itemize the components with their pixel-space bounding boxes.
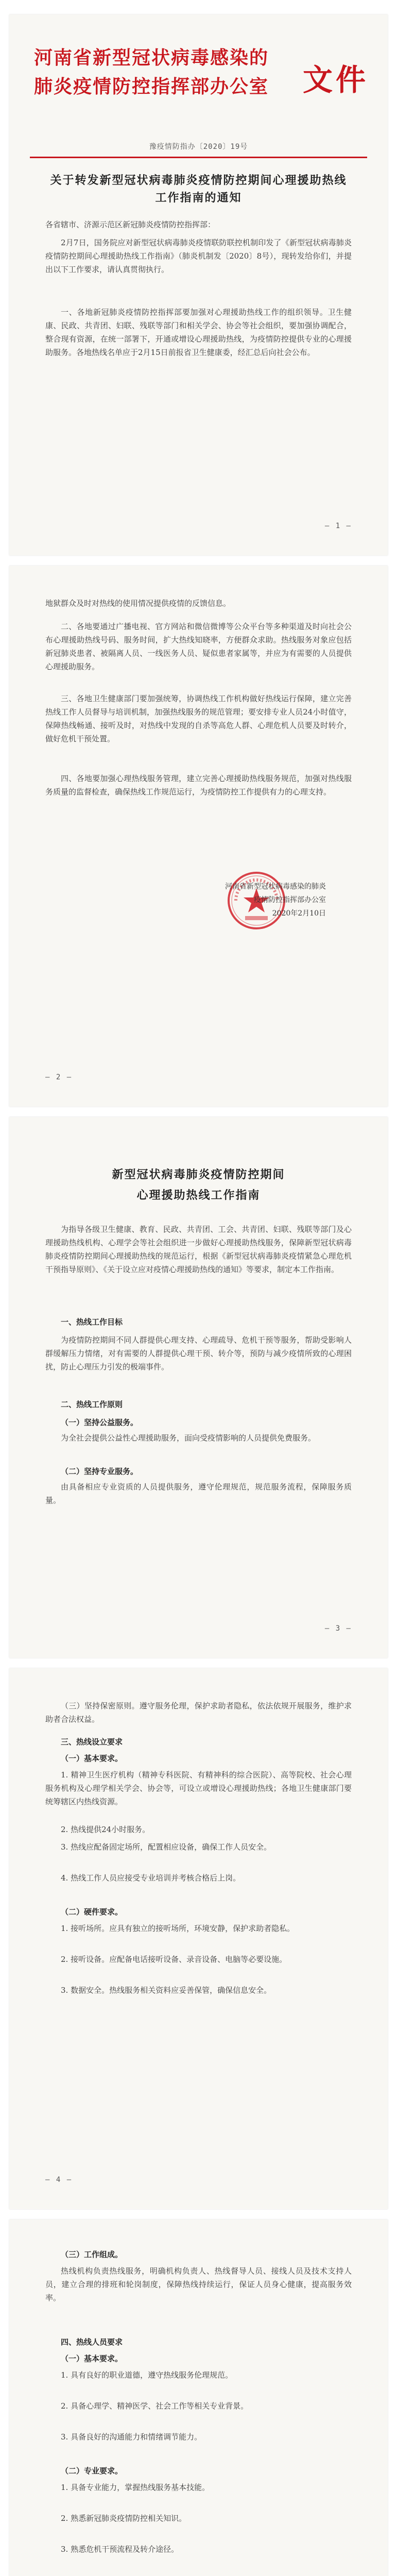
document-page-3 (9, 1117, 388, 1658)
page-number: — 2 — (45, 1073, 73, 1081)
signature-block (225, 880, 326, 920)
body-paragraph: 热线机构负责热线服务，明确机构负责人、热线督导人员、接线人员及技术支持人员，建立合理的排班和轮岗制度，保障热线持续运行，保证人员身心健康，提高服务效率。 (45, 2266, 352, 2302)
issuing-org-line2: 肺炎疫情防控指挥部办公室 (34, 76, 269, 97)
document-page-5 (9, 2219, 388, 2576)
body-paragraph: 四、各地要加强心理热线服务管理，建立完善心理援助热线服务规范，加强对热线服务质量的监督检查，确保热线工作规范运行，为疫情防控工作提供有力的心理支持。 (45, 774, 352, 796)
subsection-heading: （一）基本要求。 (61, 2354, 123, 2363)
subsection-heading: （二）硬件要求。 (61, 1907, 123, 1917)
body-paragraph: 为疫情防控期间不同人群提供心理支持、心理疏导、危机干预等服务，帮助受影响人群缓解压力情绪，对有需要的人群提供心理干预、转介等，预防与减少疫情所致的心理困扰，防止心理压力引发的极端事件。 (45, 1335, 352, 1371)
list-item: 3. 数据安全。热线服务相关资料应妥善保管，确保信息安全。 (61, 1986, 272, 1995)
body-paragraph: 2月7日，国务院应对新型冠状病毒肺炎疫情联防联控机制印发了《新型冠状病毒肺炎疫情防控期间心理援助热线工作指南》（肺炎机制发〔2020〕8号），现转发给你们，并提出以下工作要求，请认真贯彻执行。 (45, 238, 352, 274)
list-item: 1. 精神卫生医疗机构（精神专科医院、有精神科的综合医院）、高等院校、社会心理服务机构及心理学相关学会、协会等，可设立或增设心理援助热线；各地卫生健康部门要统筹辖区内热线资源。 (45, 1770, 352, 1806)
issuing-org-line1: 河南省新型冠状病毒感染的 (34, 47, 269, 69)
section-heading: 一、热线工作目标 (61, 1317, 123, 1327)
body-paragraph: 由具备相应专业资质的人员提供服务，遵守伦理规范，规范服务流程，保障服务质量。 (45, 1482, 352, 1505)
list-item: 3. 具备良好的沟通能力和情绪调节能力。 (61, 2432, 202, 2442)
notice-title: 关于转发新型冠状病毒肺炎疫情防控期间心理援助热线工作指南的通知 (50, 174, 347, 205)
list-item: 3. 熟悉危机干预流程及转介途径。 (61, 2545, 179, 2554)
list-item: 2. 熟悉新冠肺炎疫情防控相关知识。 (61, 2514, 187, 2523)
signing-date: 2020年2月10日 (272, 909, 326, 918)
guide-title-line2: 心理援助热线工作指南 (136, 1189, 261, 1202)
subsection-heading: （二）坚持专业服务。 (61, 1467, 139, 1476)
intro-paragraph: 为指导各级卫生健康、教育、民政、共青团、工会、共青团、妇联、残联等部门及心理援助热线机构、心理学会等社会组织进一步做好心理援助热线服务，保障新型冠状病毒肺炎疫情防控期间心理援助热线的规范运行，根据《新型冠状病毒肺炎疫情紧急心理危机干预指导原则》、《关于设立应对疫情心理援助热线的通知》等要求，制定本工作指南。 (45, 1225, 352, 1274)
document-number: 豫疫情防指办〔2020〕19号 (149, 143, 248, 151)
list-item: 2. 接听设备。应配备电话接听设备、录音设备、电脑等必要设施。 (61, 1955, 287, 1964)
subsection-heading: （一）坚持公益服务。 (61, 1418, 139, 1427)
page-number: — 1 — (324, 522, 352, 530)
document-page-2 (9, 566, 388, 1107)
body-paragraph: 一、各地新冠肺炎疫情防控指挥部要加强对心理援助热线工作的组织领导。卫生健康、民政、共青团、妇联、残联等部门和相关学会、协会等社会组织，要加强协调配合，整合现有资源，在统一部署下，开通或增设心理援助热线，为疫情防控提供专业的心理援助服务。各地热线名单应于2月15日前报省卫生健康委，经汇总后向社会公布。 (45, 308, 352, 357)
guide-title-line1: 新型冠状病毒肺炎疫情防控期间 (112, 1168, 285, 1181)
list-item: 4. 热线工作人员应接受专业培训并考核合格后上岗。 (61, 1873, 241, 1883)
salutation: 各省辖市、济源示范区新冠肺炎疫情防控指挥部： (45, 220, 216, 229)
list-item: 3. 热线应配备固定场所，配置相应设备，确保工作人员安全。 (61, 1842, 272, 1852)
signing-org-line2: 疫情防控指挥部办公室 (254, 896, 326, 904)
page-number: — 4 — (45, 2176, 73, 2184)
list-item: 2. 热线提供24小时服务。 (61, 1825, 150, 1834)
document-type-label: 文件 (302, 62, 369, 97)
red-separator-line (30, 157, 367, 158)
body-paragraph: （三）坚持保密原则。遵守服务伦理，保护求助者隐私，依法依规开展服务，维护求助者合法权益。 (45, 1701, 352, 1724)
body-paragraph: 为全社会提供公益性心理援助服务，面向受疫情影响的人员提供免费服务。 (61, 1433, 316, 1443)
body-paragraph: 三、各地卫生健康部门要加强统筹，协调热线工作机构做好热线运行保障，建立完善热线工作人员督导与培训机制，加强热线服务的规范管理；要安排专业人员24小时值守，保障热线畅通、接听及时，对热线中发现的自杀等高危人群、心理危机人员要及时转介，做好危机干预处置。 (45, 694, 352, 743)
list-item: 1. 具有良好的职业道德，遵守热线服务伦理规范。 (61, 2370, 233, 2380)
body-paragraph: 二、各地要通过广播电视、官方网站和微信微博等公众平台等多种渠道及时向社会公布心理援助热线号码、服务时间，扩大热线知晓率，方便群众求助。热线服务对象应包括新冠肺炎患者、被隔离人员、一线医务人员、疑似患者家属等，并应为有需要的人员提供心理援助服务。 (45, 622, 352, 671)
list-item: 1. 具备专业能力，掌握热线服务基本技能。 (61, 2483, 210, 2492)
section-heading: 三、热线设立要求 (61, 1737, 123, 1747)
subsection-heading: （三）工作组成。 (61, 2250, 123, 2259)
section-heading: 四、热线人员要求 (61, 2337, 123, 2347)
signing-org-line1: 河南省新型冠状病毒感染的肺炎 (225, 883, 326, 891)
page-number: — 3 — (324, 1624, 352, 1633)
list-item: 1. 接听场所。应具有独立的接听场所，环境安静，保护求助者隐私。 (61, 1924, 295, 1933)
list-item: 2. 具备心理学、精神医学、社会工作等相关专业背景。 (61, 2401, 249, 2411)
subsection-heading: （二）专业要求。 (61, 2466, 123, 2476)
section-heading: 二、热线工作原则 (61, 1400, 123, 1409)
body-paragraph: 地狱群众及时对热线的使用情况提供疫情的反馈信息。 (45, 599, 231, 608)
document-page-4 (9, 1668, 388, 2209)
red-header (29, 40, 369, 117)
subsection-heading: （一）基本要求。 (61, 1754, 123, 1763)
document-page-1 (9, 14, 388, 555)
